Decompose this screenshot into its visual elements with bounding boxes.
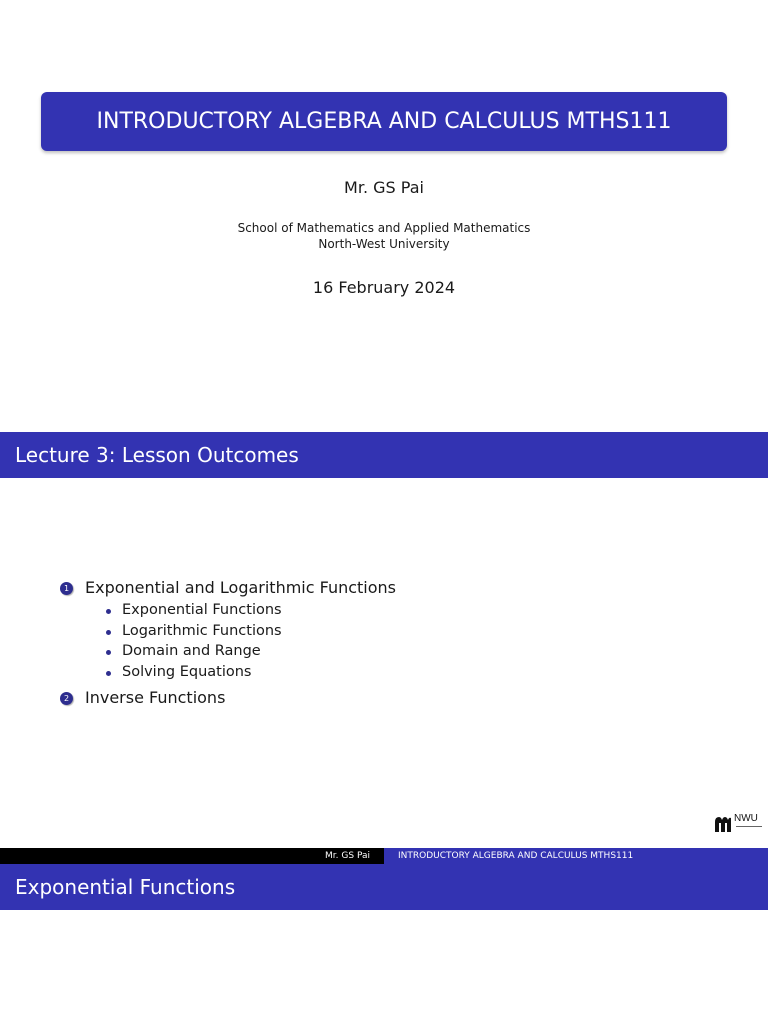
sub-outcome-label: Domain and Range [122,643,261,659]
sub-outcome-item [60,600,396,621]
bullet-icon [106,650,111,655]
footer-author: Mr. GS Pai [0,848,384,864]
outcomes-list [60,576,396,710]
frame-title-outcomes: Lecture 3: Lesson Outcomes [0,432,768,478]
institute-school: School of Mathematics and Applied Mathematics [237,221,531,235]
sub-outcome-item [60,641,396,662]
outcome-label: Inverse Functions [85,688,226,707]
bullet-icon [106,630,111,635]
frame-title-exponential: Exponential Functions [0,864,768,910]
nwu-logo [713,812,767,836]
author-name: Mr. GS Pai [344,178,424,197]
footer-bar [0,848,768,864]
outcome-item-2 [60,686,396,710]
enum-ball-icon: 2 [60,692,73,705]
institute-university: North-West University [318,237,450,251]
sub-outcomes-list [60,600,396,682]
nwu-emblem-icon [713,814,733,834]
presentation-date: 16 February 2024 [312,278,456,297]
bullet-icon [106,609,111,614]
sub-outcome-item [60,621,396,642]
sub-outcome-item [60,662,396,683]
outcome-item-1 [60,576,396,600]
sub-outcome-label: Exponential Functions [122,602,282,618]
sub-outcome-label: Solving Equations [122,663,252,680]
sub-outcome-label: Logarithmic Functions [122,622,282,639]
enum-ball-icon: 1 [60,582,73,595]
bullet-icon [106,671,111,676]
slide-title: INTRODUCTORY ALGEBRA AND CALCULUS MTHS111 [41,92,727,151]
footer-title: INTRODUCTORY ALGEBRA AND CALCULUS MTHS111 [384,848,768,864]
logo-text: NWU [734,813,758,824]
logo-underline [736,826,762,833]
outcome-label: Exponential and Logarithmic Functions [85,578,397,597]
